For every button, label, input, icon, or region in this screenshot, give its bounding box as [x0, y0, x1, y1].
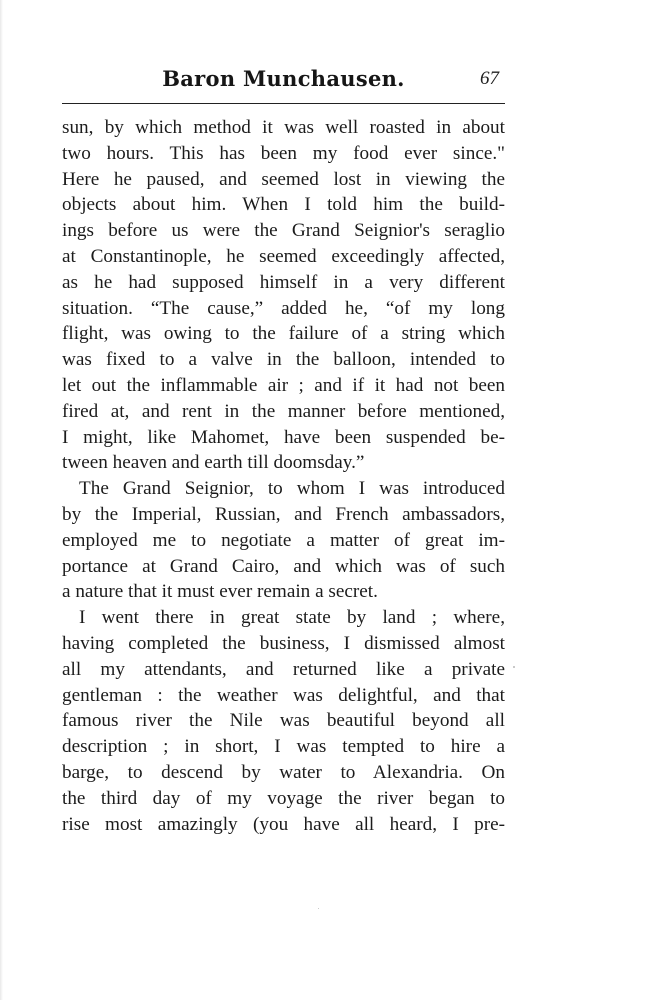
- text-line: gentleman : the weather was delightful, and that: [62, 684, 505, 706]
- text-line: flight, was owing to the failure of a string which: [62, 323, 505, 345]
- text-line: rise most amazingly (you have all heard, I pre-: [62, 813, 505, 835]
- header-rule: [62, 103, 505, 104]
- text-line: barge, to descend by water to Alexandria. On: [62, 761, 505, 783]
- page-edge-shadow: [0, 0, 3, 1000]
- text-line: I might, like Mahomet, have been suspended be-: [62, 426, 505, 448]
- text-line: sun, by which method it was well roasted in about: [62, 117, 505, 138]
- paper-speck: [513, 666, 515, 668]
- paper-speck: [318, 908, 319, 909]
- text-line: ings before us were the Grand Seignior's seraglio: [62, 220, 505, 242]
- text-line: all my attendants, and returned like a private: [62, 658, 505, 680]
- page-number: 67: [480, 68, 499, 89]
- text-line: fired at, and rent in the manner before mentioned,: [62, 400, 505, 422]
- text-line: tween heaven and earth till doomsday.”: [62, 452, 365, 474]
- text-line: at Constantinople, he seemed exceedingly affected,: [62, 245, 505, 267]
- text-line: a nature that it must ever remain a secret.: [62, 581, 378, 603]
- text-line: situation. “The cause,” added he, “of my long: [62, 297, 505, 319]
- text-line: was fixed to a valve in the balloon, intended to: [62, 349, 505, 371]
- text-line: two hours. This has been my food ever since.": [62, 142, 505, 164]
- text-line: The Grand Seignior, to whom I was introduced: [79, 478, 505, 500]
- text-line: the third day of my voyage the river began to: [62, 787, 505, 809]
- running-title: Baron Munchausen.: [162, 66, 405, 91]
- text-line: Here he paused, and seemed lost in viewing the: [62, 168, 505, 190]
- text-line: by the Imperial, Russian, and French ambassadors,: [62, 503, 505, 525]
- running-header: [62, 64, 505, 104]
- text-line: portance at Grand Cairo, and which was of such: [62, 555, 505, 577]
- text-line: as he had supposed himself in a very different: [62, 271, 505, 293]
- text-line: famous river the Nile was beautiful beyond all: [62, 710, 505, 732]
- text-line: having completed the business, I dismissed almost: [62, 632, 505, 654]
- text-line: I went there in great state by land ; where,: [79, 607, 505, 629]
- text-line: objects about him. When I told him the build-: [62, 194, 505, 216]
- text-line: description ; in short, I was tempted to hire a: [62, 736, 505, 758]
- text-line: let out the inflammable air ; and if it had not been: [62, 374, 505, 396]
- body-text: [62, 115, 505, 837]
- text-line: employed me to negotiate a matter of great im-: [62, 529, 505, 551]
